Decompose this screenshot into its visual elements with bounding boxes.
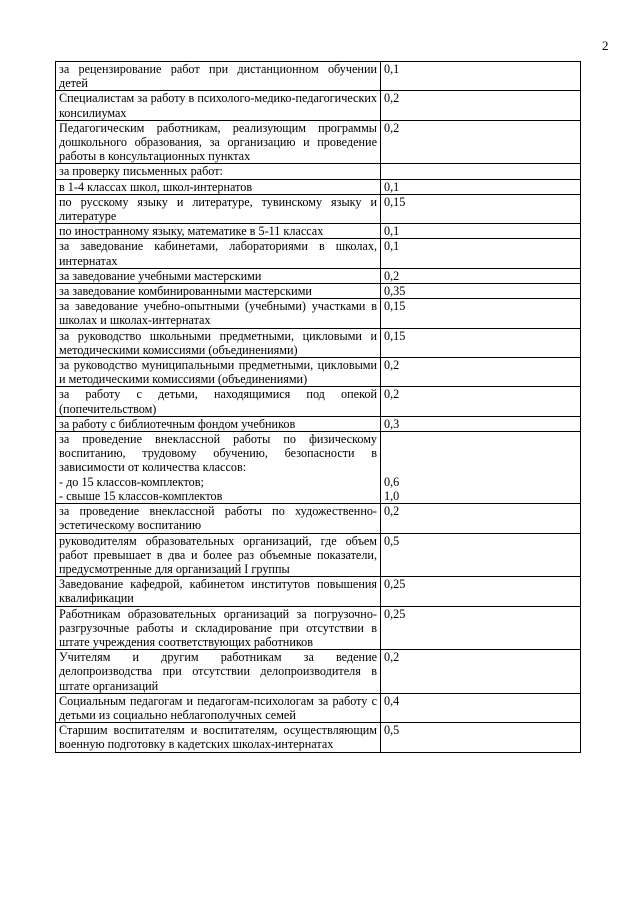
row-description-text: за руководство муниципальными предметными, цикловыми и методическими комиссиями (объединениями) <box>59 358 377 387</box>
rates-table-body <box>56 62 581 753</box>
row-value <box>381 91 581 120</box>
row-description <box>56 62 381 91</box>
sub-item-value: 1,0 <box>384 488 400 503</box>
row-value <box>381 62 581 91</box>
row-value <box>381 387 581 416</box>
table-row <box>56 224 581 239</box>
row-description-text: за руководство школьными предметными, цикловыми и методическими комиссиями (объединениями) <box>59 328 377 357</box>
row-value <box>381 533 581 577</box>
row-value <box>381 504 581 533</box>
row-value <box>381 224 581 239</box>
row-value <box>381 179 581 194</box>
row-value <box>381 299 581 328</box>
row-value-text: 0,4 <box>384 693 400 708</box>
row-description <box>56 299 381 328</box>
row-description <box>56 164 381 179</box>
table-row <box>56 387 581 416</box>
sub-item-value: 0,6 <box>384 474 400 489</box>
table-row <box>56 358 581 387</box>
row-description-text: за работу с библиотечным фондом учебников <box>59 416 296 431</box>
row-description <box>56 268 381 283</box>
row-value <box>381 650 581 694</box>
row-value-text: 0,25 <box>384 577 406 592</box>
row-value-text: 0,15 <box>384 194 406 209</box>
row-description <box>56 239 381 268</box>
row-value-text: 0,2 <box>384 120 400 135</box>
row-value <box>381 120 581 164</box>
row-value <box>381 432 581 504</box>
row-description-text: Работникам образовательных организаций за погрузочно-разгрузочные работы и складирование при отсутствии в штате учреждения соответствующих работников <box>59 606 377 649</box>
row-description <box>56 416 381 431</box>
row-value-text: 0,35 <box>384 284 406 299</box>
table-row <box>56 179 581 194</box>
table-row <box>56 120 581 164</box>
row-value-text: 0,25 <box>384 606 406 621</box>
row-value-text: 0,3 <box>384 416 400 431</box>
row-description <box>56 179 381 194</box>
table-row <box>56 416 581 431</box>
row-value <box>381 268 581 283</box>
row-value-text: 0,2 <box>384 650 400 665</box>
row-description <box>56 533 381 577</box>
row-value-text: 0,2 <box>384 387 400 402</box>
row-description-text: по иностранному языку, математике в 5-11 классах <box>59 224 324 239</box>
row-description <box>56 224 381 239</box>
page-number: 2 <box>602 38 609 53</box>
row-description <box>56 358 381 387</box>
row-description-text: по русскому языку и литературе, тувинскому языку и литературе <box>59 194 377 224</box>
row-description <box>56 723 381 752</box>
row-value <box>381 577 581 606</box>
table-row <box>56 693 581 722</box>
table-row <box>56 299 581 328</box>
row-value-text: 0,2 <box>384 504 400 519</box>
row-value <box>381 723 581 752</box>
row-value <box>381 328 581 357</box>
table-row <box>56 723 581 752</box>
row-description <box>56 577 381 606</box>
row-value <box>381 239 581 268</box>
row-description-text: за заведование комбинированными мастерскими <box>59 284 312 299</box>
row-description <box>56 120 381 164</box>
table-row <box>56 328 581 357</box>
sub-item-text: - свыше 15 классов-комплектов <box>59 488 223 503</box>
row-description-text: за заведование кабинетами, лабораториями в школах, интернатах <box>59 239 377 268</box>
table-row <box>56 239 581 268</box>
rates-table <box>55 61 581 753</box>
table-row <box>56 62 581 91</box>
row-value-text: 0,1 <box>384 224 400 239</box>
table-row <box>56 504 581 533</box>
row-value-text: 0,5 <box>384 723 400 738</box>
row-description-text: за проведение внеклассной работы по художественно-эстетическому воспитанию <box>59 504 377 533</box>
row-description <box>56 693 381 722</box>
row-description-text: за работу с детьми, находящимися под опекой (попечительством) <box>59 387 377 416</box>
row-description-text: за проведение внеклассной работы по физическому воспитанию, трудовому обучению, безопасности в зависимости от количества классов: <box>59 432 377 475</box>
table-row <box>56 650 581 694</box>
row-description-text: за проверку письменных работ: <box>59 164 223 179</box>
table-row <box>56 164 581 179</box>
row-value-text: 0,2 <box>384 268 400 283</box>
row-description-text: Педагогическим работникам, реализующим программы дошкольного образования, за организацию и проведение работы в консультационных пунктах <box>59 120 377 164</box>
table-row <box>56 533 581 577</box>
row-description-text: за заведование учебными мастерскими <box>59 268 262 283</box>
row-value <box>381 606 581 650</box>
row-description <box>56 194 381 223</box>
table-row <box>56 91 581 120</box>
row-value-text: 0,1 <box>384 239 400 254</box>
row-description-text: Специалистам за работу в психолого-медико-педагогических консилиумах <box>59 91 377 120</box>
row-description <box>56 432 381 504</box>
row-value <box>381 693 581 722</box>
table-row <box>56 606 581 650</box>
row-description <box>56 328 381 357</box>
row-description-text: руководителям образовательных организаций, где объем работ превышает в два и более раз объемные показатели, предусмотренные для организаций I группы <box>59 533 377 576</box>
table-row <box>56 194 581 223</box>
row-value-text: 0,5 <box>384 533 400 548</box>
row-description-text: за рецензирование работ при дистанционном обучении детей <box>59 62 377 91</box>
row-value-text: 0,15 <box>384 299 406 314</box>
row-value <box>381 194 581 223</box>
table-row <box>56 432 581 504</box>
row-description-text: Заведование кафедрой, кабинетом институтов повышения квалификации <box>59 577 377 606</box>
row-description <box>56 284 381 299</box>
row-value-text: 0,15 <box>384 328 406 343</box>
row-description <box>56 387 381 416</box>
table-row <box>56 268 581 283</box>
sub-item-text: - до 15 классов-комплектов; <box>59 474 204 489</box>
row-description-text: в 1-4 классах школ, школ-интернатов <box>59 179 253 194</box>
row-description <box>56 650 381 694</box>
row-value-text: 0,1 <box>384 62 400 76</box>
row-description-text: за заведование учебно-опытными (учебными) участками в школах и школах-интернатах <box>59 299 377 328</box>
row-value <box>381 416 581 431</box>
row-description-text: Социальным педагогам и педагогам-психологам за работу с детьми из социально неблагополучных семей <box>59 693 377 722</box>
row-value-text: 0,2 <box>384 91 400 106</box>
row-description-text: Учителям и другим работникам за ведение делопроизводства при отсутствии делопроизводителя в штате организаций <box>59 650 377 693</box>
value-spacer <box>384 432 577 475</box>
row-value-text: 0,1 <box>384 179 400 194</box>
row-value-text: 0,2 <box>384 358 400 373</box>
row-value <box>381 284 581 299</box>
row-value <box>381 358 581 387</box>
table-row <box>56 284 581 299</box>
row-description <box>56 504 381 533</box>
row-description-text: Старшим воспитателям и воспитателям, осуществляющим военную подготовку в кадетских школах-интернатах <box>59 723 377 752</box>
row-description <box>56 91 381 120</box>
table-row <box>56 577 581 606</box>
row-description <box>56 606 381 650</box>
row-value <box>381 164 581 179</box>
